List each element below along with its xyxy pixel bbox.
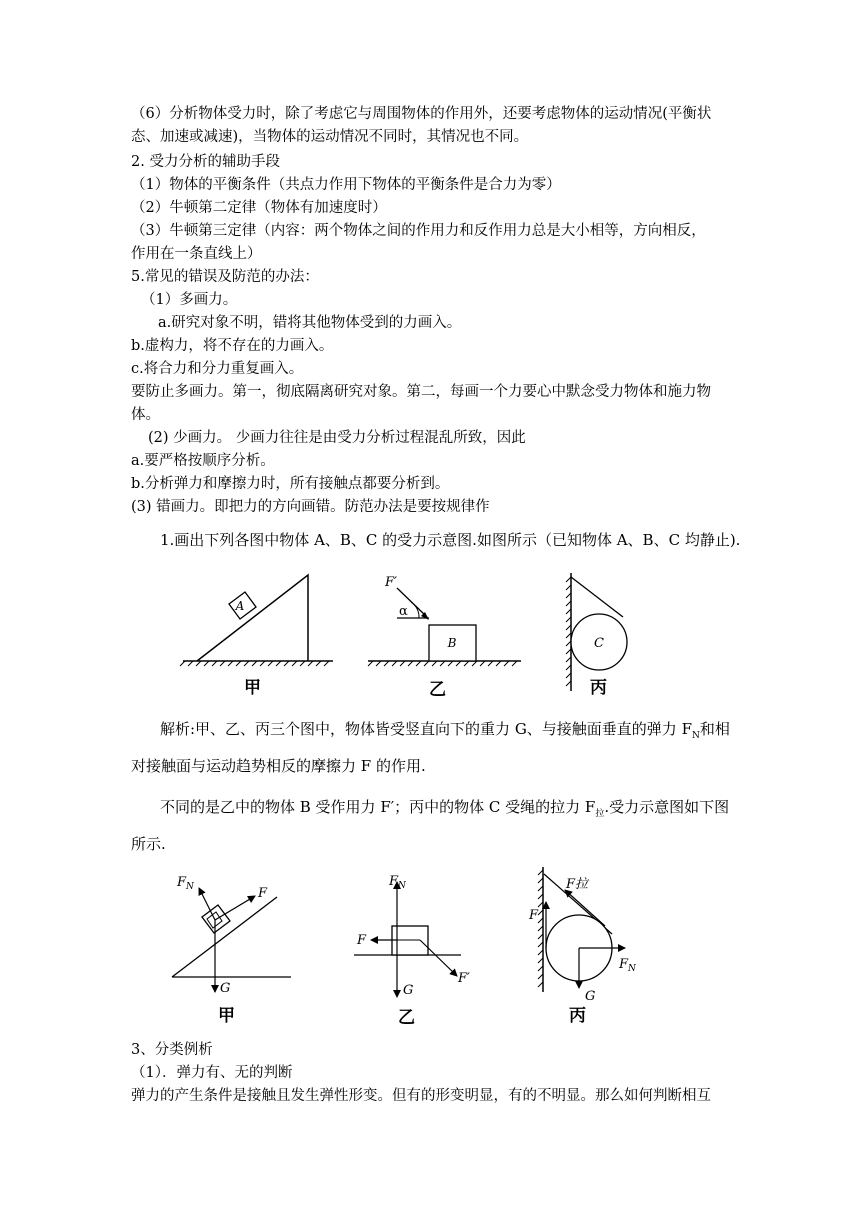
fig2-bing <box>528 867 637 1004</box>
analysis-line-1: 解析:甲、乙、丙三个图中，物体皆受竖直向下的重力 G、与接触面垂直的弹力 $F_N$和相 <box>160 720 730 741</box>
label-g-bing: G <box>585 989 596 1004</box>
caption2-jia: 甲 <box>218 1006 235 1026</box>
text-line: a.研究对象不明，错将其他物体受到的力画入。 <box>158 315 462 331</box>
text-line: b.分析弹力和摩擦力时，所有接触点都要分析到。 <box>131 476 450 492</box>
text-line: 态、加速或减速)，当物体的运动情况不同时，其情况也不同。 <box>131 129 529 145</box>
label-fprime-yi: F′ <box>458 971 470 986</box>
label-b: B <box>447 636 457 650</box>
text-line: c.将合力和分力重复画入。 <box>131 361 304 377</box>
text-line: （6）分析物体受力时，除了考虑它与周围物体的作用外，还要考虑物体的运动情况(平衡状 <box>131 106 712 122</box>
text-line: （2）牛顿第二定律（物体有加速度时） <box>131 200 387 216</box>
subsection-heading: （1）．弹力有、无的判断 <box>131 1065 293 1081</box>
fig2-yi <box>354 874 470 998</box>
label-g-yi: G <box>403 983 414 998</box>
text-line: a.要严格按顺序分析。 <box>131 453 275 469</box>
question-text: 1.画出下列各图中物体 A、B、C 的受力示意图.如图所示（已知物体 A、B、C 均静止). <box>160 531 741 549</box>
label-f-jia: F <box>258 886 268 901</box>
text-line: 2. 受力分析的辅助手段 <box>131 154 280 170</box>
label-f-yi: F <box>357 933 367 948</box>
analysis-line-2: 对接触面与运动趋势相反的摩擦力 F 的作用. <box>131 757 426 775</box>
label-a: A <box>235 599 245 613</box>
text-line: 要防止多画力。第一，彻底隔离研究对象。第二，每画一个力要心中默念受力物体和施力物 <box>131 384 711 400</box>
fig1-jia <box>180 575 333 666</box>
figure-set-2 <box>165 862 675 1022</box>
text-line: (2) 少画力。 少画力往往是由受力分析过程混乱所致，因此 <box>148 430 526 446</box>
text-line: （1）物体的平衡条件（共点力作用下物体的平衡条件是合力为零） <box>131 177 561 193</box>
label-fla: F拉 <box>566 877 589 892</box>
label-f-bing: F <box>529 908 539 923</box>
text-line: 5.常见的错误及防范的办法： <box>131 269 319 285</box>
caption2-bing: 丙 <box>569 1006 586 1026</box>
caption2-yi: 乙 <box>398 1008 415 1028</box>
caption-bing: 丙 <box>590 678 607 698</box>
caption-yi: 乙 <box>429 680 446 700</box>
fig1-yi <box>368 575 521 666</box>
text-line: （1）多画力。 <box>141 292 238 308</box>
label-c: C <box>594 636 604 651</box>
text-line: (3) 错画力。即把力的方向画错。防范办法是要按规律作 <box>131 499 490 515</box>
label-g-jia: G <box>220 981 231 996</box>
fig2-jia <box>172 875 291 996</box>
text-line: 作用在一条直线上） <box>131 246 262 262</box>
label-fprime: F′ <box>385 575 397 590</box>
label-fn-jia: $F_N$ <box>177 875 194 892</box>
section-heading: 3、分类例析 <box>131 1042 213 1058</box>
text-line: b.虚构力，将不存在的力画入。 <box>131 338 334 354</box>
label-alpha: α <box>399 604 408 619</box>
analysis-line-4: 所示. <box>131 835 166 853</box>
caption-jia: 甲 <box>244 678 261 698</box>
text-line: 体。 <box>131 407 160 423</box>
text-line: 弹力的产生条件是接触且发生弹性形变。但有的形变明显，有的不明显。那么如何判断相互 <box>131 1088 711 1104</box>
text-line: （3）牛顿第三定律（内容：两个物体之间的作用力和反作用力总是大小相等，方向相反， <box>131 223 706 239</box>
label-fn-bing: $F_N$ <box>619 957 636 974</box>
analysis-line-3: 不同的是乙中的物体 B 受作用力 F′；丙中的物体 C 受绳的拉力 $F_拉$.受力示意图如下图 <box>160 798 730 819</box>
label-fn-yi: $F_N$ <box>389 874 406 891</box>
